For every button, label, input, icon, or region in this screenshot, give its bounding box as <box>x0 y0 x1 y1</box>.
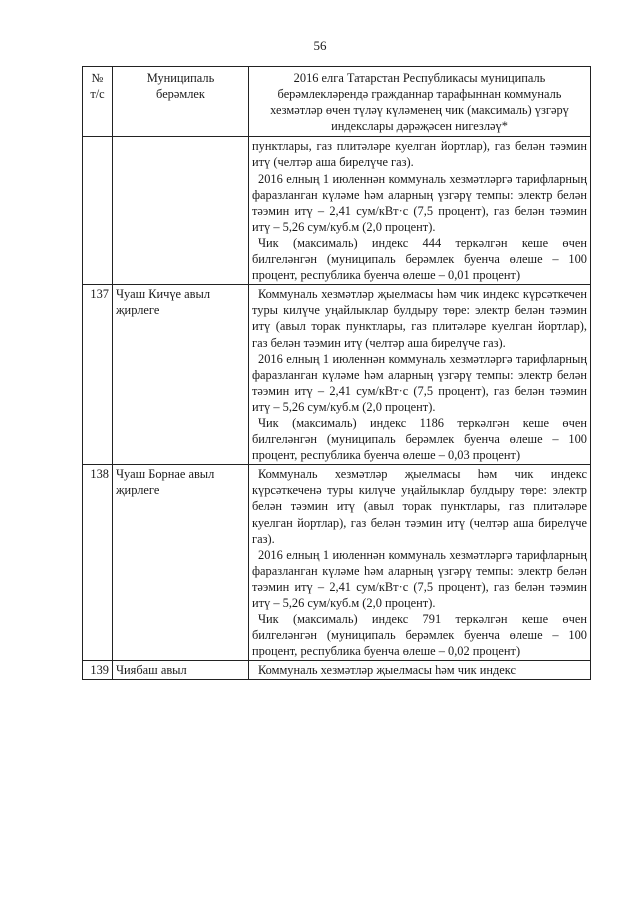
index-justification <box>249 137 591 285</box>
justification-paragraph: Коммуналь хезмәтләр җыелмасы һәм чик индекс күрсәткечен туры килүче уңайлыклар булдыру төре: электр белән тәэмин итү (авыл торак пунктлары, газ плитәләре куелган йортлар), газ белән тәэмин итү (челтәр аша бирелүче газ). <box>252 287 587 350</box>
header-municipality: Муниципаль берәмлек <box>113 67 249 137</box>
justification-paragraph: Чик (максималь) индекс 791 теркәлгән кеше өчен билгеләнгән (муниципаль берәмлек буенча өлеше – 100 процент, республика буенча өлеше – 0,02 процент) <box>252 612 587 659</box>
page-number: 56 <box>313 38 327 53</box>
header-index-justification: 2016 елга Татарстан Республикасы муниципаль берәмлекләрендә гражданнар тарафыннан коммуналь хезмәтләр өчен түләү күләменең чик (максималь) үзгәрү индекслары дәрәҗәсен нигезләү* <box>249 67 591 137</box>
row-number: 137 <box>83 285 113 465</box>
row-number: 138 <box>83 465 113 661</box>
table-row <box>83 661 591 680</box>
justification-paragraph: 2016 елның 1 июленнән коммуналь хезмәтләргә тарифларның фаразланган күләме һәм аларның үзгәрү темпы: электр белән тәэмин итү – 2,41 сум/кВт·с (7,5 процент), газ белән тәэмин итү – 5,26 сум/куб.м (2,0 процент). <box>252 351 587 414</box>
table-header-row <box>83 67 591 137</box>
table-row <box>83 137 591 285</box>
justification-paragraph: 2016 елның 1 июленнән коммуналь хезмәтләргә тарифларның фаразланган күләме һәм аларның үзгәрү темпы: электр белән тәэмин итү – 2,41 сум/кВт·с (7,5 процент), газ белән тәэмин итү – 5,26 сум/куб.м (2,0 процент). <box>252 171 587 234</box>
table-row <box>83 465 591 661</box>
row-number: 139 <box>83 661 113 680</box>
municipality-name <box>113 137 249 285</box>
justification-paragraph: 2016 елның 1 июленнән коммуналь хезмәтләргә тарифларның фаразланган күләме һәм аларның үзгәрү темпы: электр белән тәэмин итү – 2,41 сум/кВт·с (7,5 процент), газ белән тәэмин итү – 5,26 сум/куб.м (2,0 процент). <box>252 547 587 610</box>
municipality-name: Чуаш Кичүе авыл җирлеге <box>113 285 249 465</box>
table-body <box>83 137 591 680</box>
justification-paragraph: Чик (максималь) индекс 1186 теркәлгән кеше өчен билгеләнгән (муниципаль берәмлек буенча өлеше – 100 процент, республика буенча өлеше – 0,03 процент) <box>252 415 587 463</box>
justification-paragraph: Коммуналь хезмәтләр җыелмасы һәм чик индекс <box>258 663 516 678</box>
table-row <box>83 285 591 465</box>
justification-paragraph: пунктлары, газ плитәләре куелган йортлар), газ белән тәэмин итү (челтәр аша бирелүче газ). <box>252 139 587 170</box>
justification-paragraph: Коммуналь хезмәтләр җыелмасы һәм чик индекс күрсәткеченә туры килүче уңайлыклар булдыру төре: электр белән тәэмин итү (авыл торак пунктлары, газ плитәләре куелган йортлар), газ белән тәэмин итү (челтәр аша бирелүче газ). <box>252 467 587 546</box>
index-justification <box>249 661 591 680</box>
index-justification <box>249 285 591 465</box>
justification-paragraph: Чик (максималь) индекс 444 теркәлгән кеше өчен билгеләнгән (муниципаль берәмлек буенча өлеше – 100 процент, республика буенча өлеше – 0,01 процент) <box>252 235 587 283</box>
municipality-index-table <box>82 66 591 680</box>
row-number <box>83 137 113 285</box>
header-number: № т/с <box>83 67 113 137</box>
municipality-name: Чиябаш авыл <box>113 661 249 680</box>
municipality-name: Чуаш Борнае авыл җирлеге <box>113 465 249 661</box>
index-justification <box>249 465 591 661</box>
